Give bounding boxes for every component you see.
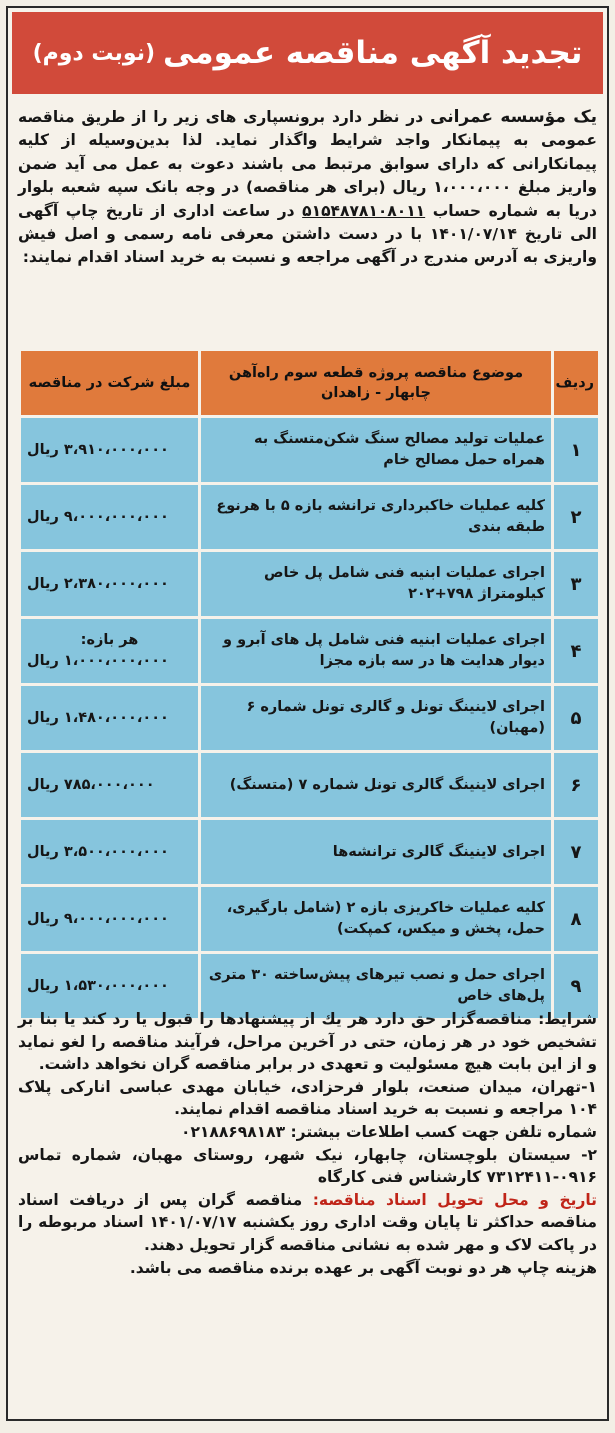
row-number: ۳ [554,552,598,616]
row-amount [21,619,198,683]
tender-table [18,348,601,1021]
table-row [21,619,598,683]
row-subject: اجرای عملیات ابنیه فنی شامل پل خاص کیلومتراژ ۷۹۸+۲۰۲ [201,552,551,616]
row-number: ۴ [554,619,598,683]
notice-subtitle: (نوبت دوم) [32,40,156,66]
row-number: ۸ [554,887,598,951]
terms-paragraph: شرایط: مناقصه‌گزار حق دارد هر یك از پیشنهادها را قبول یا رد كند یا بنا بر تشخیص خود در هر زمان، حتی در آخرین مراحل، فرآیند مناقصه را لغو نماید و از این بابت هیچ مسئولیت و تعهدی در برابر مناقصه گران نخواهد داشت. [18,1010,597,1074]
address-tehran: ۱-تهران، میدان صنعت، بلوار فرحزادی، خیابان مهدی عباسی انارکی پلاک ۱۰۴ مراجعه و نسبت به خرید اسناد مناقصه اقدام نمایند. [18,1077,597,1119]
amount-value: ۳،۵۰۰،۰۰۰،۰۰۰ ریال [27,843,169,860]
row-number: ۱ [554,418,598,482]
amount-value: ۲،۳۸۰،۰۰۰،۰۰۰ ریال [27,575,169,592]
amount-value: ۱،۵۳۰،۰۰۰،۰۰۰ ریال [27,977,169,994]
table-row [21,552,598,616]
delivery-paragraph [18,1189,597,1257]
row-subject: عملیات تولید مصالح سنگ شکن‌متسنگ به همراه حمل مصالح خام [201,418,551,482]
row-number: ۹ [554,954,598,1018]
delivery-label: تاریخ و محل تحویل اسناد مناقصه: [312,1190,598,1209]
tender-notice [6,6,609,1421]
delivery-text: مناقصه گران پس از دریافت اسناد مناقصه حداکثر تا پایان وقت اداری روز یکشنبه ۱۴۰۱/۰۷/۱۷ اسناد مربوطه را در پاکت لاک و مهر شده به نشانی مناقصه گزار تحویل دهند. [18,1190,597,1254]
row-amount [21,552,198,616]
row-subject: اجرای عملیات ابنیه فنی شامل پل های آبرو و دیوار هدایت ها در سه بازه مجزا [201,619,551,683]
table-header-row [21,351,598,415]
row-number: ۶ [554,753,598,817]
intro-text-1: در نظر دارد برونسپاری های زیر را از طریق مناقصه عمومی به پیمانکار واجد شرایط واگذار نماید. لذا بدین‌وسیله از کلیه پیمانکارانی که دارای سوابق مرتبط می باشند دعوت به عمل می آید ضمن واریز مبلغ ۱،۰۰۰،۰۰۰ ریال (برای هر مناقصه) در وجه بانک سپه شعبه بلوار دریا به شماره حساب [18,108,597,220]
row-amount [21,686,198,750]
notice-banner [12,12,603,94]
notice-title: تجدید آگهی مناقصه عمومی [163,35,583,71]
amount-value: ۱،۴۸۰،۰۰۰،۰۰۰ ریال [27,709,169,726]
footer-note: هزینه چاپ هر دو نوبت آگهی بر عهده برنده مناقصه می باشد. [129,1258,597,1277]
account-number: ۵۱۵۴۸۷۸۱۰۸۰۱۱ [302,201,426,220]
header-subject: موضوع مناقصه پروژه قطعه سوم راه‌آهن چابهار - زاهدان [201,351,551,415]
row-amount [21,820,198,884]
table-row [21,753,598,817]
amount-prefix: هر بازه: [80,632,139,648]
amount-value: ۹،۰۰۰،۰۰۰،۰۰۰ ریال [27,910,169,927]
intro-text-2: در ساعت اداری از تاریخ چاپ آگهی الی تاریخ ۱۴۰۱/۰۷/۱۴ با در دست داشتن معرفی نامه رسمی و اصل فیش واریزی به آدرس مندرج در آگهی مراجعه و نسبت به خرید اسناد اقدام نمایند: [18,201,597,267]
intro-lead: یک مؤسسه عمرانی [430,107,597,127]
table-row [21,686,598,750]
row-subject: اجرای لاینینگ گالری ترانشه‌ها [201,820,551,884]
table-row [21,418,598,482]
intro-paragraph [18,106,597,270]
header-row-number: ردیف [554,351,598,415]
amount-value: ۹،۰۰۰،۰۰۰،۰۰۰ ریال [27,508,169,525]
amount-value: ۷۸۵،۰۰۰،۰۰۰ ریال [27,776,155,793]
table-row [21,485,598,549]
contact-phone: شماره تلفن جهت کسب اطلاعات بیشتر: ۰۲۱۸۸۶۹۸۱۸۳ [181,1122,597,1141]
row-amount [21,418,198,482]
row-subject: اجرای حمل و نصب تیرهای پیش‌ساخته ۳۰ متری پل‌های خاص [201,954,551,1018]
row-subject: اجرای لاینینگ تونل و گالری تونل شماره ۶ (مهبان) [201,686,551,750]
row-subject: کلیه عملیات خاکبرداری ترانشه بازه ۵ با هرنوع طبقه بندی [201,485,551,549]
row-number: ۲ [554,485,598,549]
row-subject: کلیه عملیات خاکریزی بازه ۲ (شامل بارگیری، حمل، پخش و میکس، کمپکت) [201,887,551,951]
row-amount [21,887,198,951]
header-amount: مبلغ شرکت در مناقصه [21,351,198,415]
row-amount [21,753,198,817]
amount-value: ۳،۹۱۰،۰۰۰،۰۰۰ ریال [27,441,169,458]
amount-value: ۱،۰۰۰،۰۰۰،۰۰۰ ریال [27,653,169,669]
row-subject: اجرای لاینینگ گالری تونل شماره ۷ (متسنگ) [201,753,551,817]
row-number: ۷ [554,820,598,884]
table-row [21,820,598,884]
row-amount [21,485,198,549]
row-number: ۵ [554,686,598,750]
address-chabahar: ۲- سیستان بلوچستان، چابهار، نیک شهر، روستای مهبان، شماره تماس ۰۹۱۶-۷۳۱۲۴۱۱ کارشناس فنی کارگاه [18,1145,597,1187]
table-row [21,887,598,951]
conditions-section [18,1008,597,1279]
